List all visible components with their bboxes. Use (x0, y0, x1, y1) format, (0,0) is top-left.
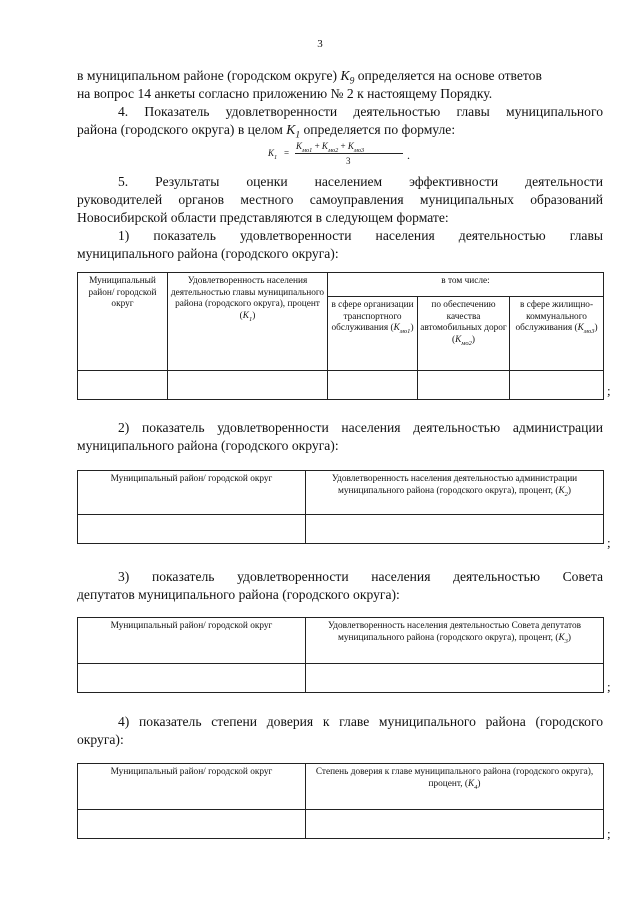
table-header-cell: в сфере организации транспортного обслуживания $(K_{мо1})$ (328, 297, 418, 371)
paragraph-line: 2) показатель удовлетворенности населения деятельностью администрации (118, 420, 603, 435)
table-header-cell: Муниципальный район/ городской округ (78, 618, 306, 664)
table-cell-empty (418, 371, 510, 400)
table-cell-empty (168, 371, 328, 400)
table-cell-empty (78, 810, 306, 839)
table-header-cell: по обеспечению качества автомобильных дорог $(K_{мо2})$ (418, 297, 510, 371)
table-header-cell: Муниципальный район/ городской округ (78, 273, 168, 371)
paragraph-line: руководителей органов местного самоуправления муниципальных образований (77, 192, 603, 207)
table-cell-empty (78, 664, 306, 693)
fraction-line (295, 153, 403, 154)
paragraph-line: района (городского округа) в целом $K_1$ определяется по формуле: (77, 122, 456, 141)
semicolon: ; (607, 679, 611, 694)
table-header-cell: Степень доверия к главе муниципального района (городского округа), процент, $(K_4)$ (306, 764, 604, 810)
table-cell-empty (510, 371, 604, 400)
paragraph-line: Новосибирской области представляются в следующем формате: (77, 210, 449, 225)
table-cell-empty (306, 515, 604, 544)
semicolon: ; (607, 383, 611, 398)
table-header-cell: Муниципальный район/ городской округ (78, 764, 306, 810)
paragraph-line: муниципального района (городского округа): (77, 438, 339, 453)
table-indicator-3 (77, 617, 604, 693)
table-indicator-2 (77, 470, 604, 544)
table-header-cell: Удовлетворенность населения деятельностью главы муниципального района (городского округа), процент $(K_1)$ (168, 273, 328, 371)
semicolon: ; (607, 535, 611, 550)
formula-numerator: $K_{мо1} + K_{мо2} + K_{мо3}$ (296, 141, 365, 154)
table-cell-empty (328, 371, 418, 400)
paragraph-line: депутатов муниципального района (городского округа): (77, 587, 400, 602)
table-indicator-4 (77, 763, 604, 839)
table-header-cell: Удовлетворенность населения деятельностью администрации муниципального района (городского округа), процент, $(K_2)$ (306, 471, 604, 515)
table-cell-empty (306, 664, 604, 693)
table-cell-empty (78, 515, 306, 544)
table-header-cell: Муниципальный район/ городской округ (78, 471, 306, 515)
paragraph-line: 5. Результаты оценки населением эффективности деятельности (118, 174, 603, 189)
paragraph-line: на вопрос 14 анкеты согласно приложению № 2 к настоящему Порядку. (77, 86, 493, 101)
table-indicator-1 (77, 272, 604, 400)
paragraph-line: муниципального района (городского округа): (77, 246, 339, 261)
table-cell-empty (78, 371, 168, 400)
formula (268, 141, 418, 169)
paragraph-line: 4. Показатель удовлетворенности деятельностью главы муниципального (118, 104, 603, 119)
semicolon: ; (607, 826, 611, 841)
table-header-cell: в сфере жилищно-коммунального обслуживания $(K_{мо3})$ (510, 297, 604, 371)
paragraph-line: в муниципальном районе (городском округе) $K_9$ определяется на основе ответов (77, 68, 542, 87)
table-header-cell: Удовлетворенность населения деятельностью Совета депутатов муниципального района (городского округа), процент, $(K_3)$ (306, 618, 604, 664)
paragraph-line: 3) показатель удовлетворенности населения деятельностью Совета (118, 569, 603, 584)
paragraph-line: округа): (77, 732, 124, 747)
page-number: 3 (317, 38, 323, 50)
formula-dot: . (407, 148, 410, 162)
formula-denominator: 3 (346, 156, 351, 166)
table-cell-empty (306, 810, 604, 839)
paragraph-line: 1) показатель удовлетворенности населения деятельностью главы (118, 228, 603, 243)
paragraph-line: 4) показатель степени доверия к главе муниципального района (городского (118, 714, 603, 729)
formula-equals: = (284, 148, 290, 158)
formula-lhs: $K_1$ (268, 148, 278, 161)
table-header-cell: в том числе: (328, 273, 604, 297)
